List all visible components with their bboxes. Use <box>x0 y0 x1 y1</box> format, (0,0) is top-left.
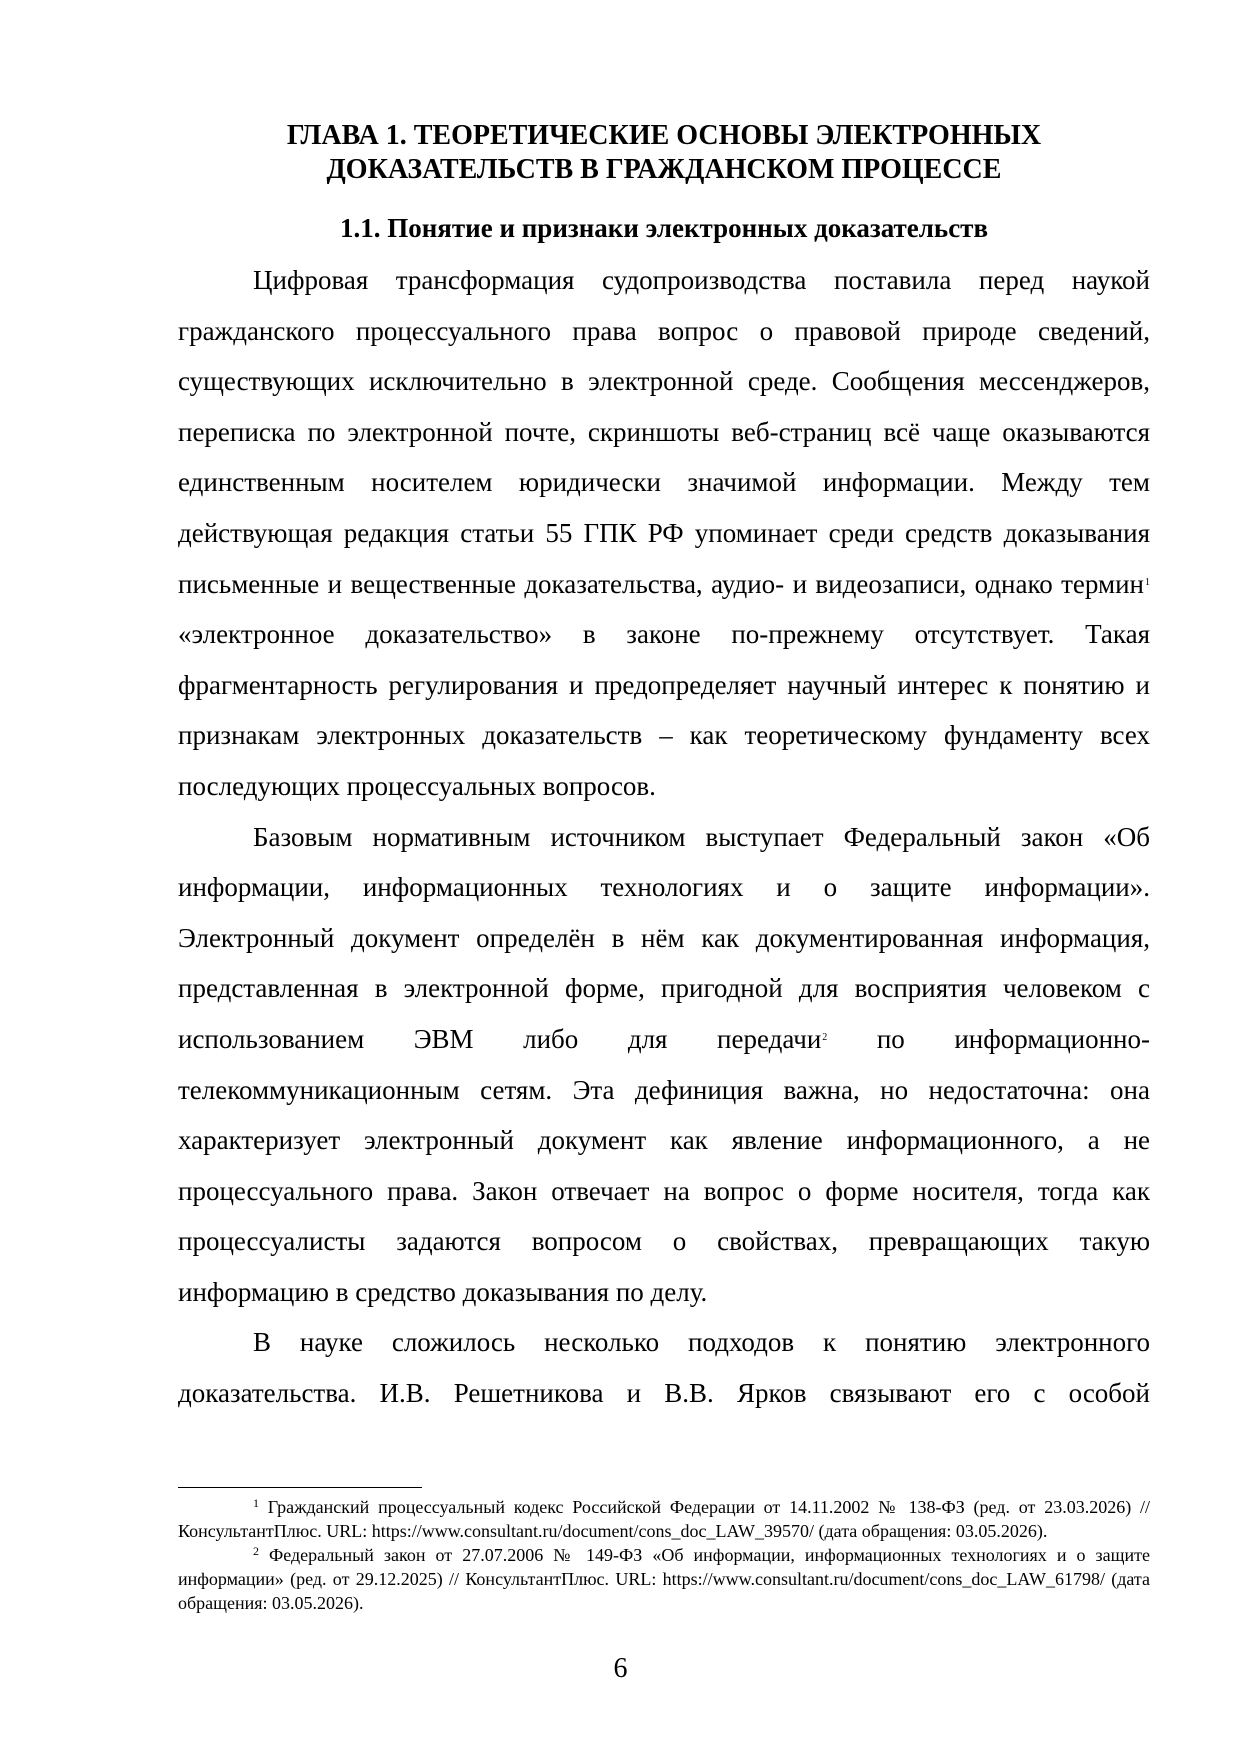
footnote-1-number: 1 <box>253 1496 259 1510</box>
footnote-1-text: Гражданский процессуальный кодекс Российской Федерации от 14.11.2002 № 138-ФЗ (ред. от 23.03.2026) // КонсультантПлюс. URL: https://www.consultant.ru/document/cons_doc_LAW_39570/ (дата обращения: 03.05.2026). <box>178 1497 1150 1541</box>
paragraph-2-text-start: Базовым нормативным источником выступает Федеральный закон «Об информации, информационных технологиях и о защите информации». Электронный документ определён в нём как документированная информация, представленная в электронной форме, пригодной для восприятия человеком с использованием ЭВМ либо для передачи <box>178 821 1150 1054</box>
footnote-2-number: 2 <box>253 1544 259 1558</box>
footnote-1 <box>178 1495 1150 1543</box>
footnote-2-text: Федеральный закон от 27.07.2006 № 149-ФЗ «Об информации, информационных технологиях и о защите информации» (ред. от 29.12.2025) // КонсультантПлюс. URL: https://www.consultant.ru/document/cons_doc_LAW_61798/ (дата обращения: 03.05.2026). <box>178 1545 1150 1613</box>
body-text <box>178 255 1150 1419</box>
chapter-title <box>178 119 1150 187</box>
chapter-title-line-1: ГЛАВА 1. ТЕОРЕТИЧЕСКИЕ ОСНОВЫ ЭЛЕКТРОННЫХ <box>286 120 1042 151</box>
paragraph-1-text-end: «электронное доказательство» в законе по-прежнему отсутствует. Такая фрагментарность регулирования и предопределяет научный интерес к понятию и признакам электронных доказательств – как теоретическому фундаменту всех последующих процессуальных вопросов. <box>178 619 1150 801</box>
footnote-2 <box>178 1543 1150 1615</box>
paragraph-2 <box>178 812 1150 1318</box>
paragraph-3-text: В науке сложилось несколько подходов к понятию электронного доказательства. И.В. Решетникова и В.В. Ярков связывают его с особой <box>178 1327 1150 1409</box>
paragraph-3 <box>178 1317 1150 1418</box>
paragraph-2-text-end: по информационно-телекоммуникационным сетям. Эта дефиниция важна, но недостаточна: она характеризует электронный документ как явление информационного, а не процессуального права. Закон отвечает на вопрос о форме носителя, тогда как процессуалисты задаются вопросом о свойствах, превращающих такую информацию в средство доказывания по делу. <box>178 1023 1150 1307</box>
footnote-ref-1[interactable]: 1 <box>1145 576 1150 588</box>
paragraph-1 <box>178 255 1150 812</box>
footnotes <box>178 1495 1150 1615</box>
footnote-separator <box>178 1487 422 1488</box>
footnote-ref-2[interactable]: 2 <box>822 1031 828 1043</box>
section-title: 1.1. Понятие и признаки электронных доказательств <box>339 213 989 243</box>
page-number: 6 <box>613 1653 628 1684</box>
paragraph-1-text-start: Цифровая трансформация судопроизводства поставила перед наукой гражданского процессуального права вопрос о правовой природе сведений, существующих исключительно в электронной среде. Сообщения мессенджеров, переписка по электронной почте, скриншоты веб-страниц всё чаще оказываются единственным носителем юридически значимой информации. Между тем действующая редакция статьи 55 ГПК РФ упоминает среди средств доказывания письменные и вещественные доказательства, аудио- и видеозаписи, однако термин <box>178 265 1150 599</box>
chapter-title-line-2: ДОКАЗАТЕЛЬСТВ В ГРАЖДАНСКОМ ПРОЦЕССЕ <box>326 154 1002 185</box>
